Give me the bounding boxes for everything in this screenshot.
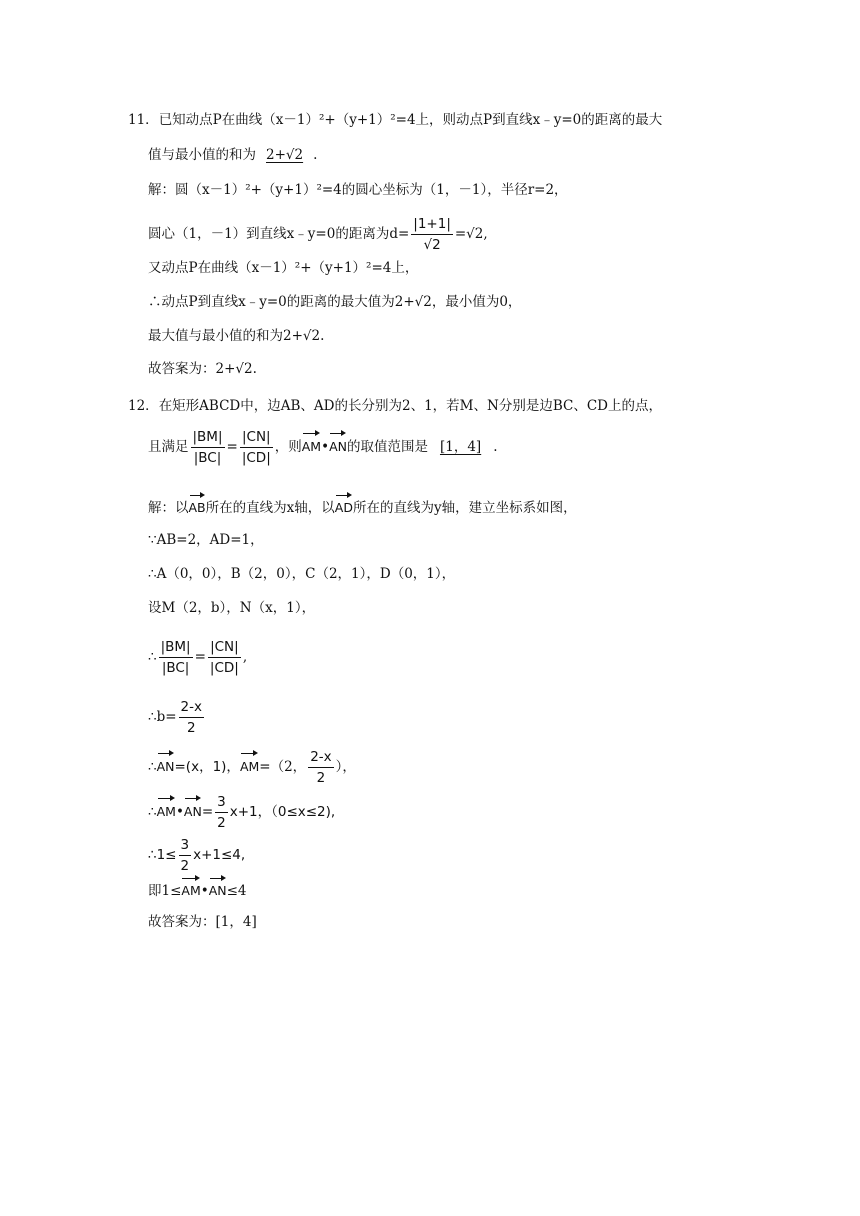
q11-number: 11． (128, 112, 159, 128)
q11-stem-2b: . (313, 147, 318, 163)
vector-an-3: AN (184, 796, 202, 823)
q12-solution-10 (148, 876, 247, 901)
q12-solution-11: 故答案为：[1，4] (148, 914, 257, 930)
q12-b-fraction (179, 698, 204, 737)
q12-ratio-cd: |CD| (241, 450, 271, 466)
q11-solution-2b: =√2, (454, 226, 488, 242)
q12-solution-10a: 即1≤ (148, 883, 182, 899)
q12-equals: = (226, 439, 238, 455)
q12-three-halves-num: 3 (215, 793, 228, 813)
vector-an-4: AN (209, 876, 227, 901)
q11-solution-1: 解：圆（x－1）²+（y+1）²=4的圆心坐标为（1，－1），半径r=2， (148, 182, 568, 198)
q12-number: 12． (128, 398, 159, 414)
q12-ratio-cn-cd-2 (208, 638, 241, 677)
q12-ratio-bm-2: |BM| (159, 638, 193, 658)
q11-line-2 (148, 145, 317, 165)
q12-solution-7a: ∴ (148, 759, 157, 775)
q12-solution-4: 设M（2，b），N（x，1）， (148, 600, 316, 616)
q12-solution-9a: ∴1≤ (148, 847, 177, 863)
q11-solution-3: 又动点P在曲线（x－1）²+（y+1）²=4上， (148, 260, 419, 276)
q12-solution-1b: 所在的直线为x轴，以 (205, 500, 335, 516)
q12-solution-5 (148, 638, 247, 677)
q12-ratio-cn: |CN| (240, 428, 273, 448)
q12-b-numerator: 2-x (179, 698, 204, 718)
q12-three-halves-2 (179, 836, 192, 875)
q12-stem-2b: ，则 (274, 439, 302, 455)
q12-solution-8a: ∴ (148, 804, 157, 820)
q12-ratio-cd-2: |CD| (209, 660, 239, 676)
q11-distance-denominator: √2 (423, 237, 441, 253)
q12-b-denominator: 2 (186, 720, 196, 736)
q12-am-y-denominator: 2 (316, 770, 326, 786)
q12-solution-7c: =（2， (259, 759, 307, 775)
q11-solution-5: 最大值与最小值的和为2+√2. (148, 328, 325, 344)
q12-solution-6a: ∴b= (148, 709, 177, 725)
dot-operator-2: • (175, 804, 184, 820)
q12-solution-2: ∵AB=2，AD=1， (148, 532, 264, 548)
q12-solution-5a: ∴ (148, 649, 157, 665)
q12-solution-7b: =(x，1)， (174, 759, 240, 775)
q11-answer-blank: 2+√2 (266, 147, 304, 163)
vector-am-3: AM (157, 796, 176, 823)
q12-solution-9 (148, 836, 245, 875)
q12-solution-1 (148, 493, 577, 518)
q12-equals-2: = (194, 649, 206, 665)
q12-ratio-bm-bc (191, 428, 225, 467)
vector-ab: AB (189, 493, 206, 518)
q12-three-halves-num-2: 3 (179, 836, 192, 856)
q11-distance-numerator: |1+1| (411, 215, 453, 235)
q12-ratio-bc-2: |BC| (161, 660, 190, 676)
q12-ratio-cn-2: |CN| (208, 638, 241, 658)
q12-solution-1a: 解：以 (148, 500, 189, 516)
q12-solution-10b: ≤4 (226, 883, 247, 899)
q12-solution-5b: , (242, 649, 248, 665)
q12-ratio-bm-bc-2 (159, 638, 193, 677)
q12-line-2 (148, 428, 497, 467)
q12-ratio-cn-cd (240, 428, 273, 467)
q11-solution-2a: 圆心（1，－1）到直线x﹣y=0的距离为d= (148, 226, 410, 242)
q12-solution-3: ∴A（0，0），B（2，0），C（2，1），D（0，1）， (148, 566, 456, 582)
q12-stem-1: 在矩形ABCD中，边AB、AD的长分别为2、1，若M、N分别是边BC、CD上的点， (158, 398, 662, 414)
q12-am-y-numerator: 2-x (308, 748, 333, 768)
q12-three-halves-den-2: 2 (180, 858, 190, 874)
vector-an: AN (329, 431, 347, 458)
vector-an-2: AN (157, 751, 175, 778)
q11-distance-fraction (411, 215, 453, 254)
vector-am-2: AM (240, 751, 259, 778)
dot-operator: • (321, 439, 330, 455)
q12-three-halves-den: 2 (217, 815, 226, 831)
q12-line-1 (128, 396, 662, 416)
q12-ratio-bm: |BM| (191, 428, 225, 448)
vector-am-4: AM (181, 876, 200, 901)
q11-stem-1: 已知动点P在曲线（x－1）²+（y+1）²=4上，则动点P到直线x﹣y=0的距离的最大 (158, 112, 663, 128)
dot-operator-3: • (200, 883, 209, 899)
q12-solution-7d: ）， (335, 759, 356, 775)
q12-answer-blank: [1，4] (439, 439, 482, 455)
q12-stem-2d: . (493, 439, 498, 455)
q11-stem-2a: 值与最小值的和为 (148, 147, 256, 163)
q11-solution-4: ∴动点P到直线x﹣y=0的距离的最大值为2+√2，最小值为0， (148, 294, 522, 310)
q12-stem-2c: 的取值范围是 (346, 439, 428, 455)
q12-solution-8b: = (201, 804, 214, 820)
q12-solution-8 (148, 793, 335, 832)
q12-stem-2a: 且满足 (148, 439, 189, 455)
q11-line-1 (128, 110, 662, 130)
q11-solution-6: 故答案为：2+√2. (148, 361, 257, 377)
q12-solution-9b: x+1≤4, (193, 847, 246, 863)
q12-solution-7 (148, 748, 356, 787)
q12-ratio-bc: |BC| (193, 450, 222, 466)
q12-solution-8c: x+1，（0≤x≤2), (229, 804, 336, 820)
vector-ad: AD (335, 493, 353, 518)
q12-solution-6 (148, 698, 206, 737)
vector-am: AM (302, 431, 321, 458)
q12-solution-1c: 所在的直线为y轴，建立坐标系如图， (352, 500, 577, 516)
q12-three-halves (215, 793, 228, 832)
q12-am-y-fraction (308, 748, 333, 787)
q11-solution-2 (148, 215, 488, 254)
